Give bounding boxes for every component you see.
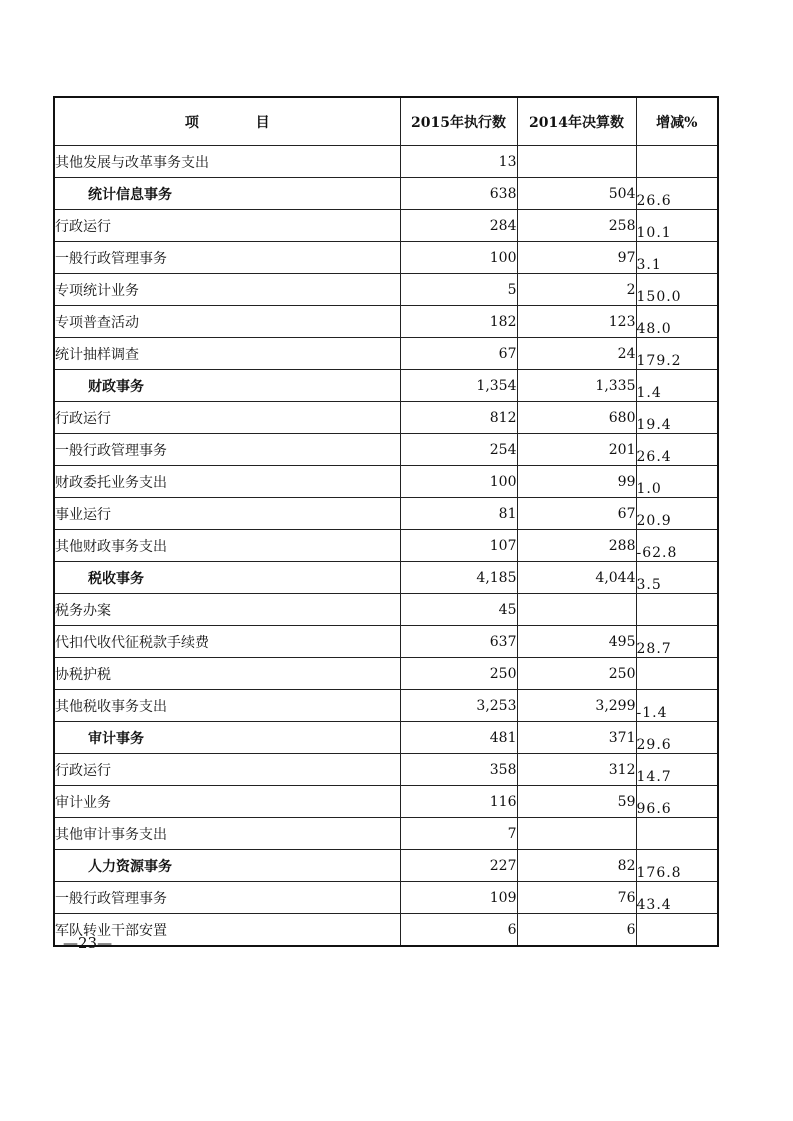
row-item-name: 税务办案 <box>54 594 400 626</box>
row-2015-value: 3,253 <box>400 690 517 722</box>
row-2015-value: 109 <box>400 882 517 914</box>
table-row-category <box>54 850 718 882</box>
row-2014-value: 1,335 <box>517 370 636 402</box>
row-change-percent <box>636 146 718 178</box>
table-row <box>54 818 718 850</box>
row-2014-value: 680 <box>517 402 636 434</box>
table-body <box>54 146 718 947</box>
row-change-percent: 96.6 <box>636 786 718 818</box>
row-item-name: 其他发展与改革事务支出 <box>54 146 400 178</box>
row-2014-value: 288 <box>517 530 636 562</box>
table-row <box>54 530 718 562</box>
row-2014-value: 6 <box>517 914 636 947</box>
row-change-percent: 1.0 <box>636 466 718 498</box>
table-row-category <box>54 370 718 402</box>
row-item-name: 审计事务 <box>54 722 400 754</box>
row-2015-value: 481 <box>400 722 517 754</box>
table-row <box>54 306 718 338</box>
row-change-percent: 43.4 <box>636 882 718 914</box>
row-2015-value: 812 <box>400 402 517 434</box>
table-row <box>54 338 718 370</box>
row-item-name: 统计信息事务 <box>54 178 400 210</box>
row-2014-value: 4,044 <box>517 562 636 594</box>
row-2014-value <box>517 594 636 626</box>
row-2015-value: 182 <box>400 306 517 338</box>
row-item-name: 行政运行 <box>54 210 400 242</box>
row-2015-value: 45 <box>400 594 517 626</box>
row-change-percent: 10.1 <box>636 210 718 242</box>
row-change-percent: 26.4 <box>636 434 718 466</box>
row-item-name: 协税护税 <box>54 658 400 690</box>
row-item-name: 代扣代收代征税款手续费 <box>54 626 400 658</box>
row-change-percent <box>636 658 718 690</box>
row-2015-value: 100 <box>400 466 517 498</box>
row-2014-value: 24 <box>517 338 636 370</box>
table-row <box>54 626 718 658</box>
row-2015-value: 67 <box>400 338 517 370</box>
row-2014-value: 250 <box>517 658 636 690</box>
table-row <box>54 242 718 274</box>
row-item-name: 行政运行 <box>54 402 400 434</box>
row-2015-value: 250 <box>400 658 517 690</box>
row-2015-value: 254 <box>400 434 517 466</box>
row-2014-value: 99 <box>517 466 636 498</box>
row-2014-value: 97 <box>517 242 636 274</box>
row-item-name: 专项统计业务 <box>54 274 400 306</box>
row-change-percent: 179.2 <box>636 338 718 370</box>
row-2014-value: 3,299 <box>517 690 636 722</box>
row-item-name: 专项普查活动 <box>54 306 400 338</box>
row-2015-value: 116 <box>400 786 517 818</box>
table-row-category <box>54 562 718 594</box>
header-change-percent: 增减% <box>636 97 718 146</box>
row-2014-value: 258 <box>517 210 636 242</box>
row-2014-value <box>517 818 636 850</box>
budget-table <box>53 96 719 947</box>
row-2015-value: 284 <box>400 210 517 242</box>
row-item-name: 其他审计事务支出 <box>54 818 400 850</box>
row-2015-value: 358 <box>400 754 517 786</box>
table-row <box>54 210 718 242</box>
row-change-percent: 26.6 <box>636 178 718 210</box>
row-2014-value: 2 <box>517 274 636 306</box>
header-item: 项 目 <box>54 97 400 146</box>
row-2015-value: 4,185 <box>400 562 517 594</box>
row-change-percent: 3.5 <box>636 562 718 594</box>
row-2014-value: 495 <box>517 626 636 658</box>
row-2015-value: 7 <box>400 818 517 850</box>
row-change-percent: 19.4 <box>636 402 718 434</box>
table-row <box>54 466 718 498</box>
row-change-percent: -62.8 <box>636 530 718 562</box>
row-item-name: 事业运行 <box>54 498 400 530</box>
row-change-percent: 48.0 <box>636 306 718 338</box>
header-row <box>54 97 718 146</box>
row-change-percent <box>636 914 718 947</box>
table-row <box>54 274 718 306</box>
row-change-percent: 176.8 <box>636 850 718 882</box>
table-row <box>54 882 718 914</box>
row-2015-value: 6 <box>400 914 517 947</box>
row-2014-value: 201 <box>517 434 636 466</box>
row-item-name: 一般行政管理事务 <box>54 434 400 466</box>
row-2015-value: 637 <box>400 626 517 658</box>
table-header <box>54 97 718 146</box>
row-item-name: 财政事务 <box>54 370 400 402</box>
row-change-percent: 150.0 <box>636 274 718 306</box>
header-2015-executed: 2015年执行数 <box>400 97 517 146</box>
page-number: —23— <box>63 934 113 952</box>
row-2014-value: 82 <box>517 850 636 882</box>
row-change-percent: -1.4 <box>636 690 718 722</box>
header-2014-final: 2014年决算数 <box>517 97 636 146</box>
row-change-percent: 14.7 <box>636 754 718 786</box>
row-change-percent: 3.1 <box>636 242 718 274</box>
table-row <box>54 690 718 722</box>
row-2015-value: 81 <box>400 498 517 530</box>
row-change-percent <box>636 818 718 850</box>
row-2014-value: 123 <box>517 306 636 338</box>
row-item-name: 其他财政事务支出 <box>54 530 400 562</box>
table-row <box>54 914 718 947</box>
row-item-name: 财政委托业务支出 <box>54 466 400 498</box>
table-row <box>54 434 718 466</box>
row-item-name: 人力资源事务 <box>54 850 400 882</box>
row-2014-value: 67 <box>517 498 636 530</box>
row-2015-value: 13 <box>400 146 517 178</box>
table-row <box>54 754 718 786</box>
row-change-percent: 29.6 <box>636 722 718 754</box>
row-2014-value: 504 <box>517 178 636 210</box>
table-row-category <box>54 722 718 754</box>
row-item-name: 税收事务 <box>54 562 400 594</box>
row-item-name: 行政运行 <box>54 754 400 786</box>
table-row <box>54 594 718 626</box>
row-2015-value: 1,354 <box>400 370 517 402</box>
table-row <box>54 146 718 178</box>
row-change-percent: 1.4 <box>636 370 718 402</box>
row-item-name: 军队转业干部安置 <box>54 914 400 947</box>
row-2015-value: 227 <box>400 850 517 882</box>
row-change-percent: 20.9 <box>636 498 718 530</box>
table-row <box>54 402 718 434</box>
row-item-name: 统计抽样调查 <box>54 338 400 370</box>
row-item-name: 审计业务 <box>54 786 400 818</box>
row-2015-value: 107 <box>400 530 517 562</box>
row-2014-value: 76 <box>517 882 636 914</box>
row-2015-value: 5 <box>400 274 517 306</box>
row-2015-value: 100 <box>400 242 517 274</box>
row-2014-value: 371 <box>517 722 636 754</box>
row-item-name: 一般行政管理事务 <box>54 242 400 274</box>
row-change-percent <box>636 594 718 626</box>
row-change-percent: 28.7 <box>636 626 718 658</box>
table-row <box>54 786 718 818</box>
row-2014-value: 59 <box>517 786 636 818</box>
row-2014-value <box>517 146 636 178</box>
table-row <box>54 498 718 530</box>
row-item-name: 一般行政管理事务 <box>54 882 400 914</box>
table-row <box>54 658 718 690</box>
row-item-name: 其他税收事务支出 <box>54 690 400 722</box>
row-2014-value: 312 <box>517 754 636 786</box>
row-2015-value: 638 <box>400 178 517 210</box>
table-row-category <box>54 178 718 210</box>
